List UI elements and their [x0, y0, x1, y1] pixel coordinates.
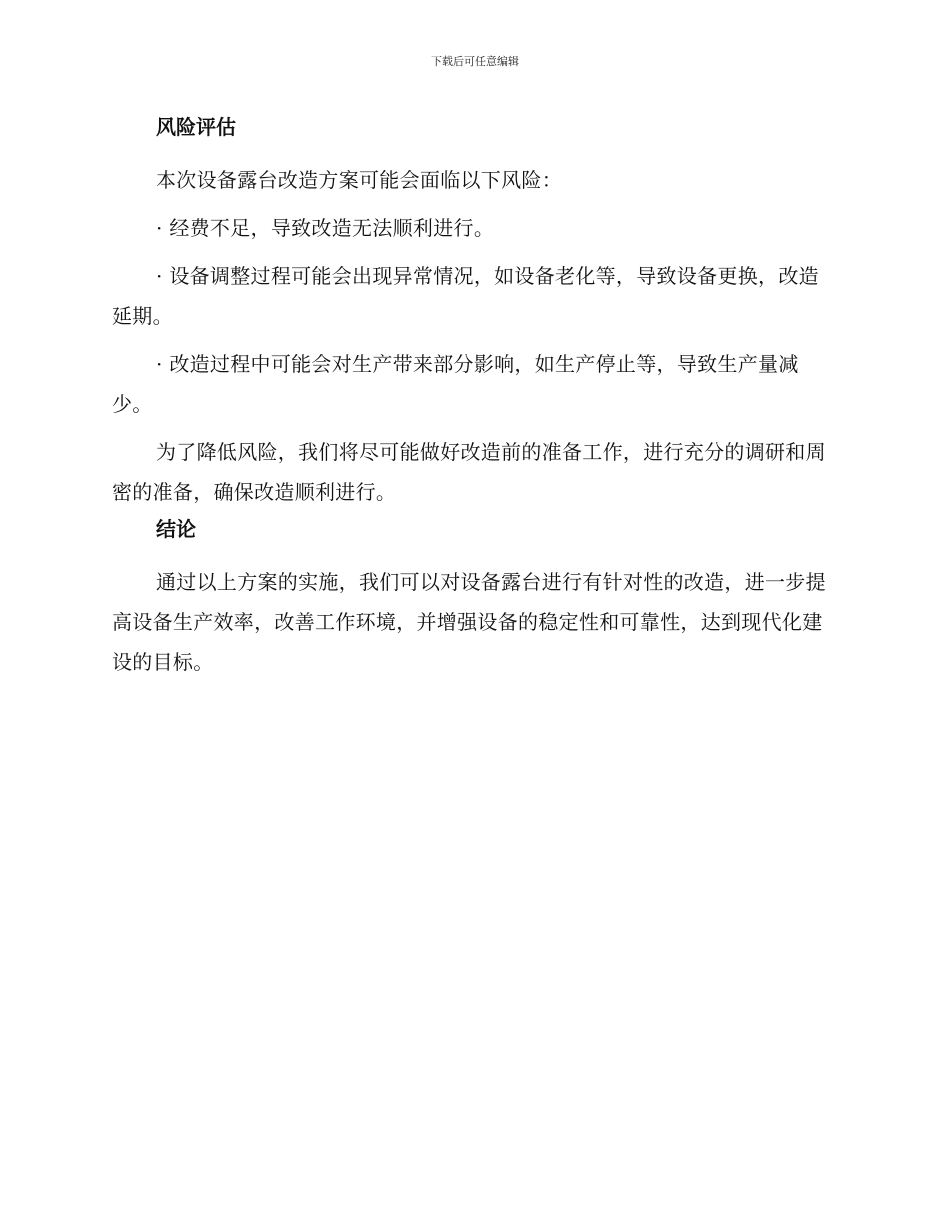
page-header: 下载后可任意编辑: [431, 55, 519, 68]
conclusion-section-title: 结论: [156, 517, 196, 541]
conclusion-paragraph: 通过以上方案的实施，我们可以对设备露台进行有针对性的改造，进一步提高设备生产效率，改善工作环境，并增强设备的稳定性和可靠性，达到现代化建设的目标。: [112, 570, 826, 674]
risk-bullet-3: · 改造过程中可能会对生产带来部分影响，如生产停止等，导致生产量减少。: [112, 352, 799, 416]
risk-section-title: 风险评估: [156, 115, 236, 139]
risk-bullet-1: · 经费不足，导致改造无法顺利进行。: [156, 216, 495, 240]
risk-intro-paragraph: 本次设备露台改造方案可能会面临以下风险：: [156, 168, 562, 192]
risk-mitigation-paragraph: 为了降低风险，我们将尽可能做好改造前的准备工作，进行充分的调研和周密的准备，确保改造顺利进行。: [112, 440, 826, 504]
document-body: [112, 110, 832, 682]
risk-bullet-2: · 设备调整过程可能会出现异常情况，如设备老化等，导致设备更换，改造延期。: [112, 264, 819, 328]
